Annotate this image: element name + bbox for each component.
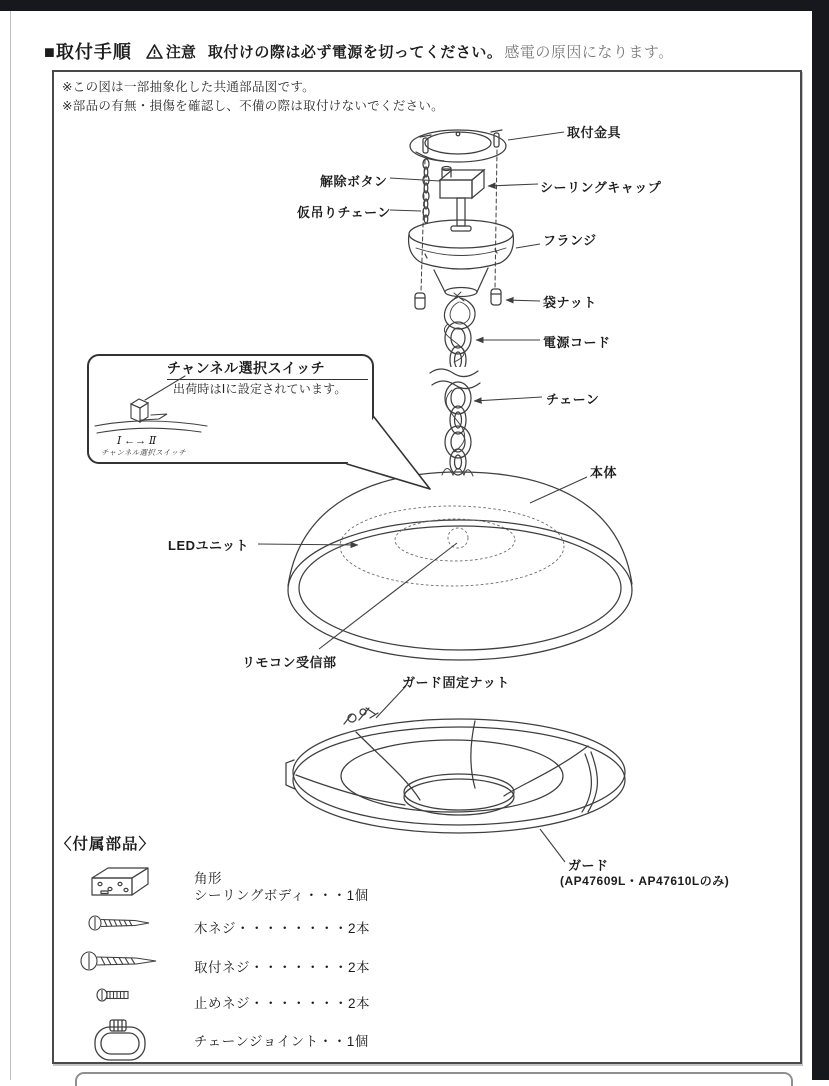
note-line-1: ※この図は一部抽象化した共通部品図です。	[62, 80, 315, 94]
label-mounting-bracket: 取付金具	[567, 125, 622, 140]
part-2-name: 木ネジ・・・・・・・・2本	[194, 921, 371, 936]
channel-switch-callout	[87, 354, 374, 464]
label-main-body: 本体	[590, 465, 618, 480]
next-section-box	[75, 1072, 793, 1086]
chain-joint-icon	[92, 1016, 150, 1064]
label-remote-receiver: リモコン受信部	[242, 655, 337, 670]
note-line-2: ※部品の有無・損傷を確認し、不備の際は取付けないでください。	[62, 99, 444, 114]
part-1-name-line1: 角形	[194, 871, 222, 886]
switch-caption-label: チャンネル選択スイッチ	[101, 448, 187, 457]
label-guard-note: (AP47609L・AP47610Lのみ)	[560, 874, 730, 888]
screen-top-border	[0, 0, 829, 11]
caution-text-bold: 取付けの際は必ず電源を切ってください。	[207, 43, 503, 61]
page-edge-line	[10, 11, 11, 1080]
label-release-button: 解除ボタン	[320, 174, 388, 189]
label-guard: ガード	[568, 858, 609, 873]
caution-text-normal: 感電の原因になります。	[504, 43, 674, 61]
exploded-diagram	[54, 72, 800, 1062]
part-4-name: 止めネジ・・・・・・・2本	[194, 996, 371, 1011]
caution-label: 注意	[165, 43, 196, 61]
section-title: ■取付手順	[44, 42, 132, 62]
mounting-screw-icon	[80, 950, 164, 972]
label-flange: フランジ	[543, 233, 597, 248]
screen-right-border	[812, 0, 829, 1080]
label-power-cord: 電源コード	[543, 335, 611, 350]
label-chain: チェーン	[546, 392, 600, 407]
callout-body: 出荷時はⅠに設定されています。	[173, 382, 347, 396]
caution-badge	[146, 41, 196, 62]
parts-heading: 〈付属部品〉	[56, 836, 156, 853]
warning-triangle-icon	[146, 44, 163, 59]
callout-title: チャンネル選択スイッチ	[167, 358, 368, 380]
label-led-unit: LEDユニット	[168, 538, 249, 553]
callout-pointer	[334, 410, 444, 500]
channel-switch-sketch	[93, 374, 213, 436]
set-screw-icon	[96, 988, 138, 1002]
part-1-name-line2: シーリングボディ・・・1個	[194, 888, 369, 903]
wood-screw-icon	[88, 915, 154, 931]
label-cap-nut: 袋ナット	[543, 295, 597, 310]
panel-notes	[62, 78, 444, 117]
section-header	[44, 38, 674, 64]
instruction-panel	[52, 70, 802, 1064]
ceiling-body-icon	[88, 864, 154, 904]
part-5-name: チェーンジョイント・・1個	[194, 1034, 369, 1049]
label-temporary-chain: 仮吊りチェーン	[297, 205, 391, 220]
part-3-name: 取付ネジ・・・・・・・2本	[194, 960, 371, 975]
label-guard-nut: ガード固定ナット	[402, 675, 510, 690]
switch-range-label: Ⅰ ←→ Ⅱ	[117, 435, 157, 447]
label-ceiling-cap: シーリングキャップ	[540, 180, 662, 195]
